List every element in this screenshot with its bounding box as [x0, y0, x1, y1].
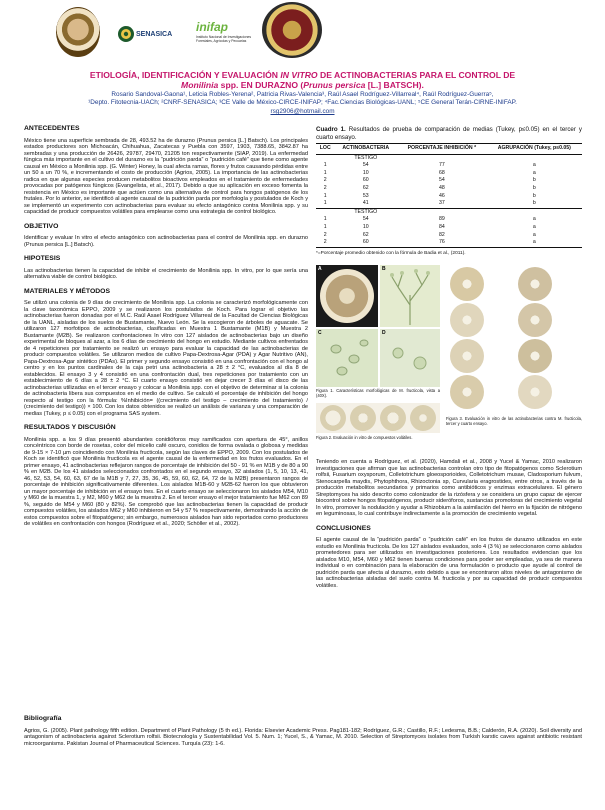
table-cell: a: [487, 239, 582, 247]
figure-1b-image: [380, 265, 440, 327]
author-list: [20, 91, 585, 106]
figure-1a-image: [316, 265, 378, 327]
table-cell: 82: [438, 231, 445, 238]
title-part: [L.] BATSCH).: [365, 80, 424, 90]
table-cell: 68: [438, 169, 445, 176]
section-text-bibliografia: Agrios, G. (2005). Plant pathology fifth edition. Department of Plant Pathology (5 th ed.). Florida: Elsevier Academic Press. Pag181-182; Rodríguez, G.R.; Castillo, R.F.; Ledesma, B.B.; Calderón, R.A. (2020). Soil diversity and antagonism of actinobacteria against Sclerotium rolfsii. Biotecnología y Sustentabilidad Vol. 5. Num. 1; Yucel, S., & Yamac, M. 2010. Selection of Streptomyces isolates from Turkish karstic caves against antibiotic resistant microorganisms. Pakistan Journal of Pharmaceutical Sciences. Turquía (23): 1-6.: [24, 727, 582, 747]
authors-affiliations: ¹Depto. Fitotecnia-UACh; ²CNRF-SENASICA; ³CE Valle de México-CIRCE-INIFAP; ⁴Fac.Ciencias Biológicas-UANL; ⁵CE General Terán-CIRNE-INIFAP.: [88, 98, 517, 106]
title-part: ETIOLOGÍA, IDENTIFICACIÓN Y EVALUACIÓN: [89, 70, 281, 80]
table-cell: 76: [397, 239, 487, 247]
section-heading-antecedentes: ANTECEDENTES: [24, 125, 80, 132]
table-cell: 37: [397, 200, 487, 208]
table-cell: a: [532, 231, 536, 238]
discussion-text: Teniendo en cuenta a Rodríguez, et al. (2020), Hamdali et al., 2008 y Yucel & Yamac, 2010 realizaron investigaciones que afirman que las actinobacterias controlan otro tipo de fitopatógenos como Sclerotium rolfsii, Fusarium oxysporum, Colletotrichum gloeosporioides, Colletotrichum musae, Cladosporium fulvum, Stenocarpella maydis, Phytophthora, Rhizoctonia sp, Curvularia eragrostides, entre otros, a través de la producción metabolitos secundarios y primarios como antibióticos y enzimas extracelulares. El género Streptomyces ha sido descrito como colonizador de la rizósfera y se considera un grupo capaz de ejercer biocontrol sobre hongos fitopatógenos, producir sideróforos, sustancias promotoras del crecimiento vegetal In vitro, promover la nodulación y ayudar a Rhizobium a la asimilación del hierro en la fijación de nitrógeno en leguminosas, lo cual contribuye indirectamente a la promoción de crecimiento vegetal.: [316, 459, 582, 518]
section-heading-objetivo: OBJETIVO: [24, 222, 59, 230]
section-text-conclusiones: El agente causal de la “pudrición parda” o “pudrición café” en los frutos de durazno utilizados en este estudio es Monilinia fructicola. De los 127 aislados evaluados, solo 4 (3 %) se seleccionaron como aislados prometedores para ser utilizados en investigaciones posteriores. Los resultados evidencian que los aislados M10, M54, M60 y M62 tienen buenas condiciones para poder ser empleadas, ya sea de manera individual o en combinación para la elaboración de una formulación o producto que ayude al control de pudrición parda que afecta al durazno, esto debido a que se encontraron altos niveles de antagonismo de las actinobacterias aisladas del suelo contra M. fructicola y por su capacidad de producir compuestos volátiles.: [316, 537, 582, 589]
figure-2-image: [316, 403, 440, 433]
confrontation-plate-icon: [450, 267, 484, 301]
table-row: [316, 224, 582, 232]
figure-label: C: [318, 330, 322, 337]
university-logo: [56, 7, 100, 57]
table-cell: 54: [362, 162, 369, 169]
table-cell: [397, 208, 487, 216]
table-cell: 41: [334, 200, 397, 208]
confrontation-plate-icon: [518, 267, 552, 301]
table-row: [316, 193, 582, 201]
petri-dish-icon: [380, 405, 406, 431]
title-part: spp. EN DURAZNO (: [218, 80, 304, 90]
table-cell: 1: [323, 192, 327, 199]
table-cell: b: [532, 177, 536, 184]
table-cell: 62: [362, 184, 369, 191]
contact-email-link[interactable]: rsg2906@hotmail.com: [270, 108, 335, 115]
table-cell: a: [532, 216, 536, 223]
table-footnote: *=Porcentaje promedio obtenido con la fórmula de Badia et al., (2011).: [316, 250, 466, 256]
figure-1d-image: [380, 329, 440, 387]
table-cell: 10: [362, 169, 369, 176]
petri-dish-icon: [410, 405, 436, 431]
table-row: [316, 208, 582, 216]
table-cell: 53: [362, 192, 369, 199]
figure-1-caption: Figura 1. Características morfológicas de M. fructicola, vista a (40X).: [316, 388, 440, 398]
section-heading-conclusiones: CONCLUSIONES: [316, 524, 371, 532]
petri-dish-icon: [350, 405, 376, 431]
figure-label: A: [318, 266, 322, 273]
section-text-hipotesis: Las actinobacterias tienen la capacidad de inhibir el crecimiento de Monilinia spp. In vitro, por lo que sería una alternativa viable de control biológico.: [24, 267, 308, 280]
table-cell: 1: [323, 216, 327, 223]
figure-1c-image: [316, 329, 378, 387]
table-cell: 46: [438, 192, 445, 199]
figure-label: D: [382, 330, 386, 337]
figures-panel: [316, 265, 582, 455]
table-cell: TESTIGO: [354, 154, 378, 161]
table-header-cell: ACTINOBACTERIA: [334, 144, 397, 155]
bibliography-section: [24, 716, 582, 755]
table-cell: 2: [323, 177, 327, 184]
table-cell: a: [532, 223, 536, 230]
inifap-logo: [196, 20, 252, 50]
confrontation-plate-icon: [518, 375, 552, 409]
section-text-materiales: Se utilizó una colonia de 9 días de crecimiento de Monilinia spp. La colonia se caracterizó morfológicamente con la clave taxonómica EPPO, 2009 y se realizaron los postulados de Koch. Para lograr el objetivo las actinobacterias fueron donadas por el M.C. Raúl Asael Rodríguez Villarreal de la Facultad de Ciencias Biológicas de la UANL, aisladas de los suelos de Bustamante, Nuevo León. Se la escogieron de árboles de aguacate. Se utilizaron 127 morfotipos de actinobacterias, clasificadas en Muestra 1 Bustamante (M1B) y Muestra 2 Bustamante (M2B). Se realizaron confrontaciones In vitro con 127 aislados de actinobacterias bajo un diseño experimental de bloques al azar, a los 6 días de crecimiento del hongo en estudio. Mediante cultivos enfrentados de 4 repeticiones por tratamiento se realizó un ensayo para evaluar la capacidad de las actinobacterias de producir compuestos volátiles. Se utilizaron medios de cultivo Papa-Dextrosa-Agar (PDA) y Agar Nutritivo (AN), Papa-Dextrosa-Agar sintético (PDAs). El primer y segundo ensayo consistió en una confrontación con el hongo al centro y en los puntos cardinales de la caja petri una actinobacteria a 28 ± 2 °C, evaluados al día 8 de establecidos. El ensayo 3 y 4 consistió en una confrontación dual, tres repeticiones por tratamiento con un establecimiento de 6 días a 28 ± 2 °C. El cuarto ensayo consistió en dejar crecer 3 días el disco de las actinobacterias utilizadas en el tercer ensayo y colocar a Monilinia spp. con el objetivo de determinar si la colonia de actinobacteria libera sus compuestos en el medio de cultivo. Se calculó el porcentaje de inhibición del hongo respecto al testigo con la fórmula: %Inhibición= ((crecimiento del testigo – crecimiento del tratamiento) / (crecimiento del testigo)) × 100. Con los datos obtenidos se realizó un análisis de varianza y una comparación de medias (Tukey, p ≤ 0.05) con el programa SAS system.: [24, 300, 308, 417]
senasica-logo: [116, 22, 188, 48]
table-cell: 1: [323, 169, 327, 176]
table-cell: [397, 154, 487, 162]
table-cell: [316, 208, 334, 216]
table-header-cell: LOC: [316, 144, 334, 155]
table-cell: 10: [362, 223, 369, 230]
table-cell: 89: [438, 216, 445, 223]
table-row: [316, 162, 582, 170]
table-cell: [487, 154, 582, 162]
confrontation-plate-icon: [450, 375, 484, 409]
table-cell: [487, 208, 582, 216]
section-heading-hipotesis: HIPOTESIS: [24, 255, 61, 262]
table-cell: 1: [316, 200, 334, 208]
petri-dish-icon: [320, 269, 374, 323]
table-cell: 62: [362, 231, 369, 238]
table-cell: 77: [438, 162, 445, 169]
poster-header: [0, 0, 605, 120]
right-column: [316, 126, 582, 597]
section-heading-materiales: MATERIALES Y MÉTODOS: [24, 287, 110, 295]
table-cell: 2: [323, 184, 327, 191]
table-cell: 1: [323, 223, 327, 230]
table-cell: 48: [438, 184, 445, 191]
table-cell: 60: [334, 239, 397, 247]
table-header-cell: AGRUPACIÓN (Tukey, p≤0.05): [487, 144, 582, 155]
table-cell: a: [532, 169, 536, 176]
left-column: [24, 126, 308, 536]
title-part-italic: IN VITRO: [280, 70, 318, 80]
senasica-wordmark: SENASICA: [136, 31, 173, 38]
table-row: [316, 185, 582, 193]
table-cell: 60: [362, 177, 369, 184]
authors-names: Rosario Sandoval-Gaona¹, Leticia Robles-Yerena², Patricia Rivas-Valencia³, Raúl Asael Rodríguez-Villarreal⁴, Raúl Rodríguez-Guerra⁵,: [111, 91, 494, 98]
table-row: [316, 216, 582, 224]
table-body-group-1: [316, 154, 582, 208]
title-part: DE ACTINOBACTERIAS PARA EL CONTROL DE: [317, 70, 516, 80]
table-caption-text: Resultados de prueba de comparación de medias (Tukey, p≤0.05) en el tercer y cuarto ensayo.: [316, 126, 582, 141]
inifap-subtitle: Instituto Nacional de Investigaciones Forestales, Agrícolas y Pecuarias: [196, 35, 252, 43]
confrontation-plate-icon: [450, 303, 484, 337]
table-caption-label: Cuadro 1.: [316, 126, 346, 133]
table-body-group-2: [316, 208, 582, 247]
confrontation-plate-icon: [450, 339, 484, 373]
table-row: [316, 232, 582, 240]
conidia-micrograph-icon: [316, 329, 378, 387]
poster-title: [30, 70, 575, 90]
petri-dish-icon: [320, 405, 346, 431]
table-header-row: [316, 144, 582, 155]
section-text-resultados: Monilinia spp. a los 9 días presentó abundantes conidióforos muy ramificados con apertura de 45°, anillos concéntricos con borde de rosetas, color del micelio café oscuro, conidios de forma ovalada o globosa y medidas de 9-15 × 7-10 µm coincidiendo con Monilinia fructicola, según las claves de EPPO, 2009. Con los postulados de Koch se identificó que Monilinia fructicola es el agente causal de la enfermedad en los frutos evaluados. En el primer ensayo, 41 actinobacterias reflejaron rangos de porcentaje de inhibición del 50 - 91 % en M1B y de 80 a 90 % en M2B. De los 41 aislados seleccionados confrontados en el segundo ensayo, 32 aislados (1, 5, 10, 13, 41, 46, 52, 53, 54, 60, 63, 67 de la M1B y 7, 27, 35, 36, 45, 59, 60, 62, 64, 72 de la M2B) presentaron rangos de porcentaje de inhibición significativamente diferentes. Los aislados M1B-60 y M2B-62 fueron los que obtuvieron un mayor porcentaje de inhibición en el ensayo tres. En el cuarto ensayo se seleccionaron los aislados M54, M10 y M60 de la muestra 1, y M2, M60 y M62 de la muestra 2. En el tercer ensayo el mejor tratamiento fue M62 con 89 %, seguido de M54 y M60 (80 y 82%). Se comprobó que las actinobacterias tienen la capacidad de producir compuestos volátiles, los aislados M62 y M60 inhibieron en 54 y 57 % respectivamente, demostrando la acción de estos compuestos sobre el fitopatógeno; sin embargo, numerosos aislados han sido reportados como productores de volátiles en confrontación con hongos (Rodríguez et al., 2020; Schöller et al., 2002).: [24, 436, 308, 527]
table-header-cell: PORCENTAJE INHIBICIÓN *: [397, 144, 487, 155]
section-text-antecedentes: México tiene una superficie sembrada de 28, 493.52 ha de durazno (Prunus persica [L.] Batsch). Los principales estados productores son Michoacán, Chihuahua, Zacatecas y Puebla con 3597, 1903, 7388.65, 3842.87 ha sembradas y una producción de 26426, 29787, 29470, 21205 ton respectivamente (SIAP, 2019). La enfermedad fúngica más importante en el cultivo del durazno es la “pudrición parda” o “pudrición café” que tiene como agente causal en México a Monilinia spp. (G. Winter) Honey, la cual afecta ramas, flores y frutos causando pérdidas entre un 50 a un 70 %, e incrementando el costo de producción (Agrios, 2005). La importancia de las actinobacterias radica en que algunas especies producen metabolitos bioactivos empleados en el tratamiento de enfermedades provocadas por patógenos fúngicos (Evangelista, et al., 2017). Debido a que su aplicación en exceso fomenta la resistencia en México es importante que actúen como una alternativa de control para hongos patógenos de los frutales. Por lo anterior, se identificó al agente causal de la pudrición parda por morfología y postulados de Koch y se implementó un experimento con actinobacterias para evaluar su efecto antagónico contra Monilinia spp. y su capacidad de producir compuestos volátiles para emplearse como una estrategia de control biológico.: [24, 137, 308, 215]
table-cell: 84: [438, 223, 445, 230]
figure-label: B: [382, 266, 386, 273]
table-cell: 2: [323, 231, 327, 238]
table-cell: 2: [316, 239, 334, 247]
results-table: [316, 143, 582, 248]
institution-seal: [262, 2, 322, 58]
table-row: [316, 170, 582, 178]
table-row: [316, 239, 582, 247]
table-cell: [316, 154, 334, 162]
confrontation-plate-icon: [518, 303, 552, 337]
table-caption: [316, 126, 582, 141]
spore-micrograph-icon: [380, 329, 440, 387]
table-row: [316, 154, 582, 162]
section-heading-bibliografia: Bibliografía: [24, 715, 62, 722]
confrontation-plate-icon: [518, 339, 552, 373]
section-heading-resultados: RESULTADOS Y DISCUSIÓN: [24, 424, 116, 431]
figure-3-image: [446, 265, 582, 413]
table-row: [316, 177, 582, 185]
table-cell: a: [532, 162, 536, 169]
table-cell: b: [532, 184, 536, 191]
figure-2-caption: Figura 2. Evaluación in vitro de compuestos volátiles.: [316, 435, 413, 441]
title-part-italic: Monilinia: [181, 80, 219, 90]
conidiophore-micrograph-icon: [380, 265, 440, 327]
table-cell: b: [487, 200, 582, 208]
section-text-objetivo: Identificar y evaluar In vitro el efecto antagónico con actinobacterias para el control de Monilinia spp. en durazno (Prunus persica [L.] Batsch).: [24, 235, 308, 248]
inifap-wordmark: inifap: [196, 20, 228, 34]
table-cell: TESTIGO: [354, 208, 378, 215]
table-cell: 1: [323, 162, 327, 169]
table-cell: 54: [438, 177, 445, 184]
table-row: [316, 200, 582, 208]
title-part-italic: Prunus persica: [303, 80, 366, 90]
figure-3-caption: Figura 3. Evaluación in vitro de las actinobacterias contra M. fructicola, tercer y cuarto ensayo.: [446, 416, 582, 426]
table-cell: b: [532, 192, 536, 199]
table-cell: 54: [362, 216, 369, 223]
